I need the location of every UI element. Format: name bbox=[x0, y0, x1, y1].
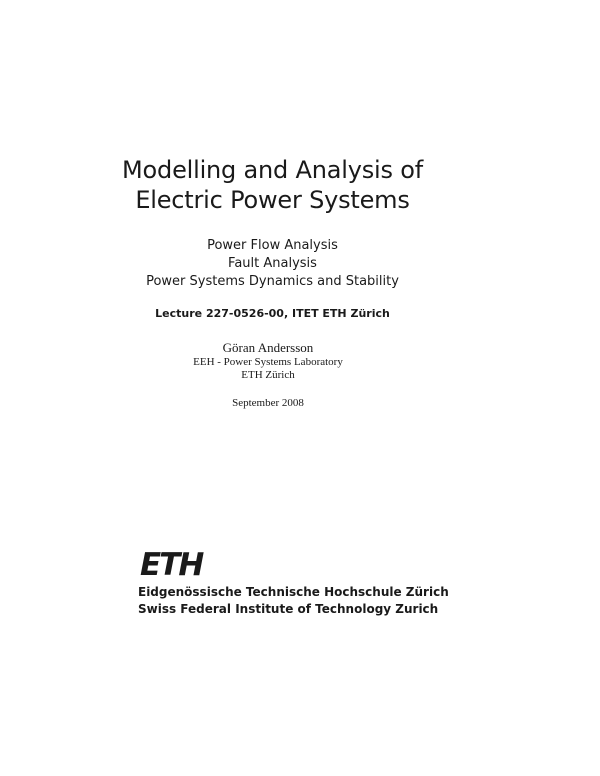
eth-logo-text: ETH bbox=[140, 548, 203, 578]
title-block bbox=[0, 155, 545, 321]
institution-name-english: Swiss Federal Institute of Technology Zurich bbox=[138, 602, 439, 616]
document-title-line-2: Electric Power Systems bbox=[135, 186, 410, 214]
author-name: Göran Andersson bbox=[222, 340, 314, 355]
subtitle-fault-analysis: Fault Analysis bbox=[228, 256, 317, 271]
institution-wordmark bbox=[138, 584, 449, 618]
subtitle-dynamics-stability: Power Systems Dynamics and Stability bbox=[146, 274, 399, 289]
publication-date: September 2008 bbox=[232, 397, 304, 409]
subtitle-list bbox=[0, 237, 545, 291]
institution-name-german: Eidgenössische Technische Hochschule Zürich bbox=[138, 585, 449, 599]
author-institution: ETH Zürich bbox=[241, 369, 295, 381]
eth-logo-mark bbox=[138, 548, 218, 578]
document-title-line-1: Modelling and Analysis of bbox=[122, 156, 423, 184]
subtitle-power-flow: Power Flow Analysis bbox=[207, 238, 338, 253]
author-block bbox=[0, 340, 536, 410]
lecture-info: Lecture 227-0526-00, ITET ETH Zürich bbox=[155, 307, 390, 320]
author-lab: EEH - Power Systems Laboratory bbox=[193, 356, 343, 368]
